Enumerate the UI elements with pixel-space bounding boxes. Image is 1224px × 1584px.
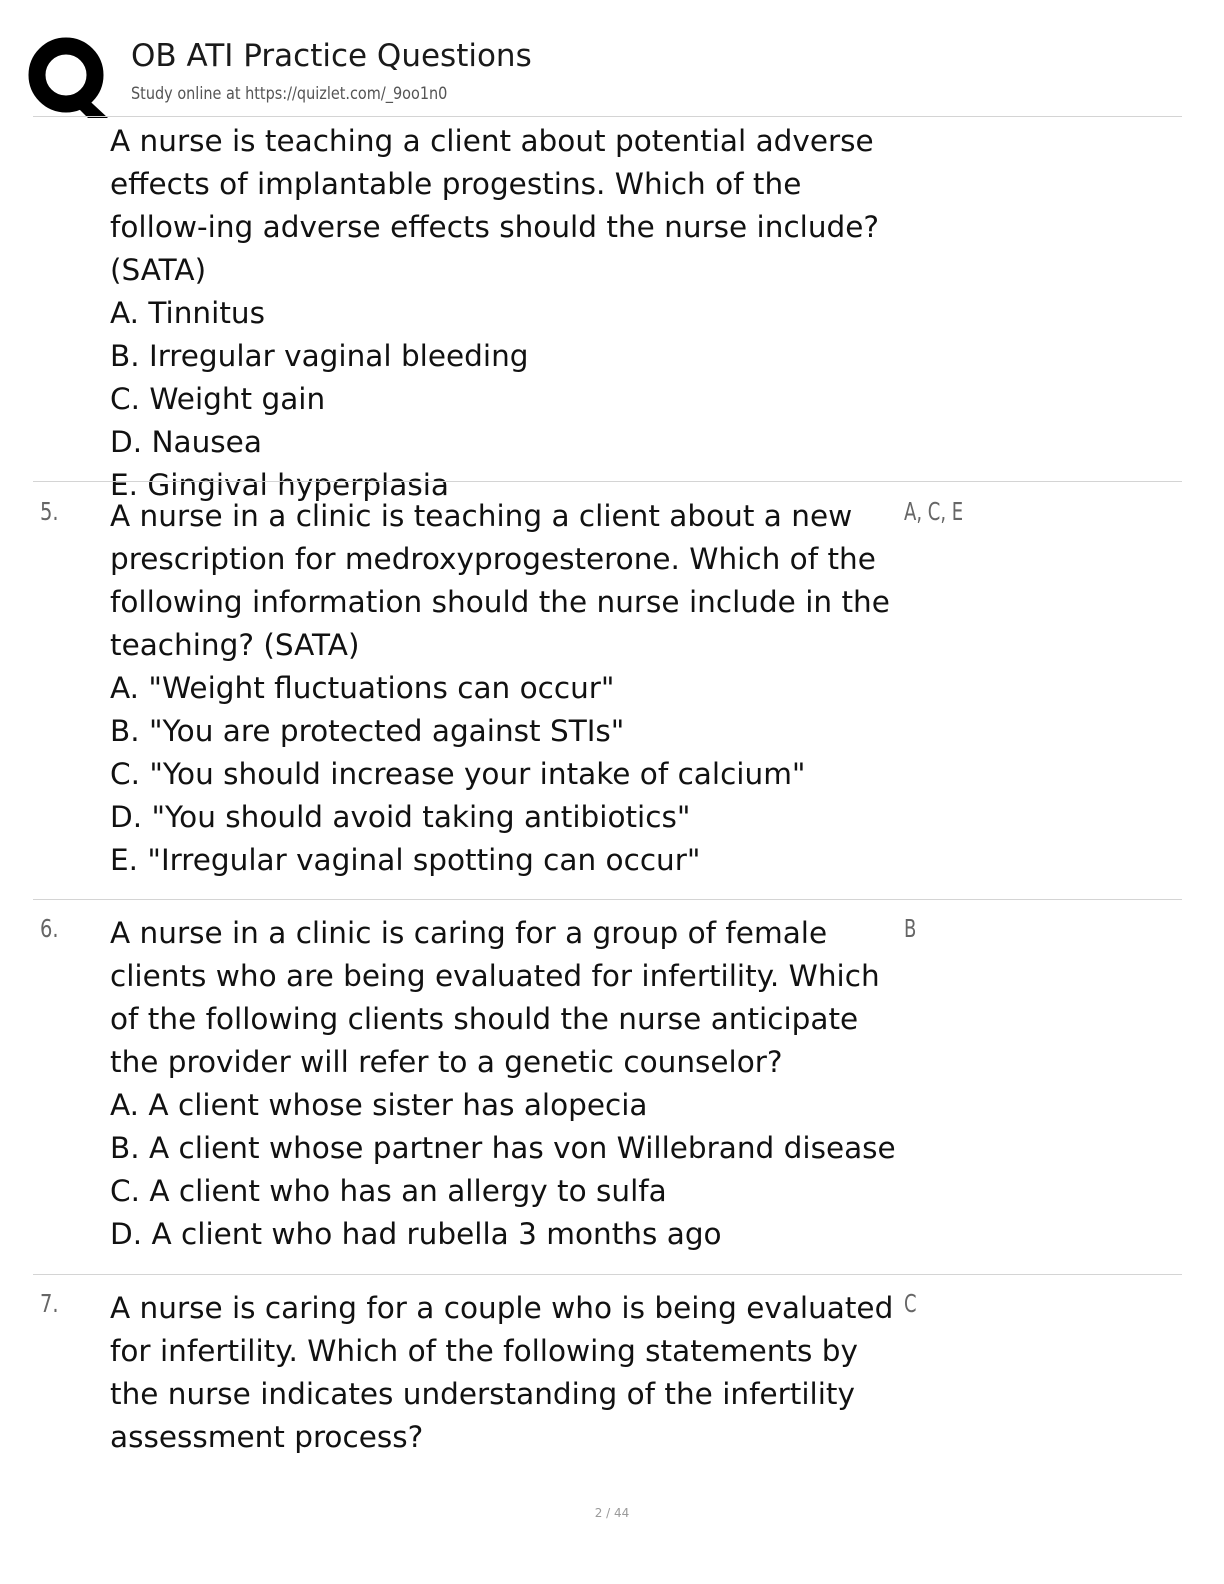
question-4-option-d: D. Nausea: [110, 425, 262, 459]
page-number: 2 / 44: [594, 1506, 630, 1520]
question-5-option-c: C. "You should increase your intake of calcium": [110, 757, 806, 791]
question-7-text: [110, 1287, 905, 1459]
divider: [33, 899, 1182, 900]
question-6-option-a: A. A client whose sister has alopecia: [110, 1088, 648, 1122]
question-4-option-e: E. Gingival hyperplasia: [110, 468, 449, 502]
question-7-answer: C: [904, 1289, 917, 1318]
question-6-answer: B: [904, 914, 917, 943]
question-5-stem: A nurse in a clinic is teaching a client about a new prescription for medroxyprogesterone. Which of the following information should the nurse include in the teaching? (SATA): [110, 499, 890, 662]
quizlet-logo-icon: [28, 34, 112, 118]
question-5-option-d: D. "You should avoid taking antibiotics": [110, 800, 691, 834]
question-5-option-b: B. "You are protected against STIs": [110, 714, 625, 748]
question-4-option-a: A. Tinnitus: [110, 296, 265, 330]
question-5-text: [110, 495, 905, 882]
question-6-option-d: D. A client who had rubella 3 months ago: [110, 1217, 722, 1251]
question-5-answer: A, C, E: [904, 497, 964, 526]
question-4-text: [110, 120, 905, 507]
question-number: 6.: [40, 914, 59, 943]
question-6-option-c: C. A client who has an allergy to sulfa: [110, 1174, 667, 1208]
question-7-stem: A nurse is caring for a couple who is being evaluated for infertility. Which of the following statements by the nurse indicates understanding of the infertility assessment process?: [110, 1291, 894, 1454]
question-6-option-b: B. A client whose partner has von Willebrand disease: [110, 1131, 896, 1165]
question-number: 7.: [40, 1289, 59, 1318]
question-4-option-c: C. Weight gain: [110, 382, 326, 416]
question-5-option-a: A. "Weight fluctuations can occur": [110, 671, 615, 705]
divider: [33, 481, 1182, 482]
study-online-link[interactable]: Study online at https://quizlet.com/_9oo1n0: [131, 84, 448, 104]
divider: [33, 1274, 1182, 1275]
question-6-stem: A nurse in a clinic is caring for a group of female clients who are being evaluated for infertility. Which of the following clients should the nurse anticipate the provider will refer to a genetic counselor?: [110, 916, 880, 1079]
question-4-option-b: B. Irregular vaginal bleeding: [110, 339, 529, 373]
question-6-text: [110, 912, 905, 1256]
question-number: 5.: [40, 497, 59, 526]
question-4-stem: A nurse is teaching a client about potential adverse effects of implantable progestins. Which of the follow-ing adverse effects should the nurse include? (SATA): [110, 124, 880, 287]
question-5-option-e: E. "Irregular vaginal spotting can occur": [110, 843, 701, 877]
document-title: OB ATI Practice Questions: [131, 38, 532, 74]
divider: [33, 116, 1182, 117]
